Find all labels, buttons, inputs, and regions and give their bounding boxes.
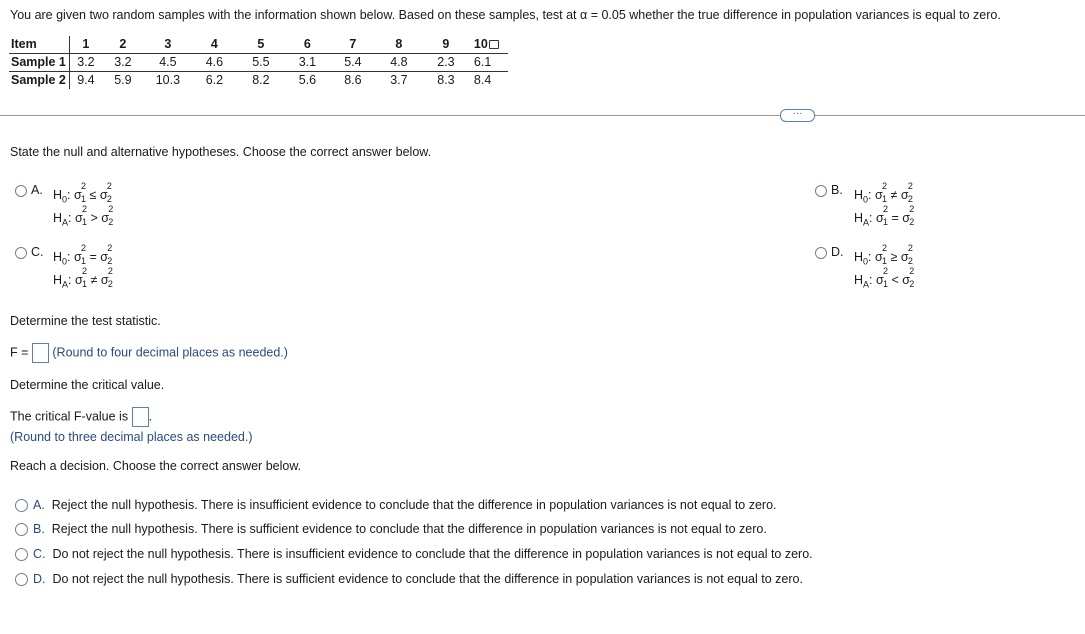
table-cell: 8.6 xyxy=(344,73,362,87)
q3-prompt: Determine the critical value. xyxy=(10,378,165,392)
item-number: 10 xyxy=(473,37,488,51)
q1-prompt: State the null and alternative hypotheses. Choose the correct answer below. xyxy=(10,145,432,159)
table-cell: 9.4 xyxy=(77,73,95,87)
q1-option-d-ha: $H_A$: σ 2 1 < σ 2 2 xyxy=(854,266,915,290)
item-number: 7 xyxy=(330,36,376,54)
item-number: 2 xyxy=(102,36,144,54)
q4-option-b-radio[interactable] xyxy=(15,523,28,536)
table-cell: 4.6 xyxy=(192,54,237,72)
copy-data-icon[interactable] xyxy=(489,40,499,49)
q1-option-d-radio[interactable] xyxy=(815,247,827,259)
item-number: 3 xyxy=(144,36,192,54)
f-statistic-input[interactable] xyxy=(32,343,49,363)
q4-option-b[interactable] xyxy=(33,522,767,536)
q4-prompt: Reach a decision. Choose the correct answer below. xyxy=(10,459,302,473)
critical-value-row xyxy=(10,407,152,427)
q4-option-a[interactable] xyxy=(33,498,777,512)
q1-option-a-h0: $H_0$: σ 2 1 ≤ σ 2 2 xyxy=(53,181,112,205)
q4-option-c-radio[interactable] xyxy=(15,548,28,561)
table-cell: 5.9 xyxy=(114,73,132,87)
q1-option-c-ha: $H_A$: σ 2 1 ≠ σ 2 2 xyxy=(53,266,113,290)
critical-value-input[interactable] xyxy=(132,407,149,427)
table-cell: 3.1 xyxy=(285,54,330,72)
more-button[interactable]: ··· xyxy=(780,109,815,122)
item-number: 5 xyxy=(237,36,285,54)
option-letter: D. xyxy=(33,572,46,586)
table-cell: 5.4 xyxy=(330,54,376,72)
option-letter: C. xyxy=(33,547,46,561)
option-letter: B. xyxy=(33,522,45,536)
q1-option-a-letter: A. xyxy=(31,183,43,197)
f-label: F = xyxy=(10,345,29,360)
item-number: 9 xyxy=(422,36,470,54)
row-label: Sample 1 xyxy=(9,54,69,72)
table-header-row xyxy=(9,36,508,54)
q4-option-d-radio[interactable] xyxy=(15,573,28,586)
item-header: Item xyxy=(9,36,69,54)
table-cell: 5.5 xyxy=(237,54,285,72)
table-cell: 4.8 xyxy=(376,54,422,72)
section-divider xyxy=(0,115,1085,116)
table-cell: 8.3 xyxy=(437,73,455,87)
critical-value-hint: (Round to three decimal places as needed.) xyxy=(10,430,253,444)
q1-option-b-h0: $H_0$: σ 2 1 ≠ σ 2 2 xyxy=(854,181,913,205)
q1-option-c-radio[interactable] xyxy=(15,247,27,259)
item-number: 6 xyxy=(285,36,330,54)
q1-option-d-h0: $H_0$: σ 2 1 ≥ σ 2 2 xyxy=(854,243,913,267)
period: . xyxy=(148,409,153,424)
item-number: 8 xyxy=(376,36,422,54)
q1-option-b-ha: $H_A$: σ 2 1 = σ 2 2 xyxy=(854,204,915,228)
f-hint: (Round to four decimal places as needed.) xyxy=(52,345,288,360)
table-cell: 10.3 xyxy=(155,73,181,87)
table-cell: 3.7 xyxy=(390,73,408,87)
critical-value-lead: The critical F-value is xyxy=(10,409,129,424)
sample-data-table xyxy=(9,36,508,89)
q4-option-a-radio[interactable] xyxy=(15,499,28,512)
table-cell: 8.4 xyxy=(473,73,492,87)
table-row xyxy=(9,54,508,72)
table-cell: 6.2 xyxy=(205,73,224,87)
q4-option-d[interactable] xyxy=(33,572,803,586)
table-cell: 4.5 xyxy=(144,54,192,72)
item-number: 4 xyxy=(192,36,237,54)
f-statistic-row xyxy=(10,343,288,363)
table-cell: 5.6 xyxy=(298,73,317,87)
row-label: Sample 2 xyxy=(9,72,69,90)
table-row xyxy=(9,72,508,90)
option-text: Do not reject the null hypothesis. There is sufficient evidence to conclude that the difference in population variances is not equal to zero. xyxy=(52,572,803,586)
item-number: 1 xyxy=(69,36,102,54)
table-cell: 8.2 xyxy=(252,73,270,87)
option-text: Reject the null hypothesis. There is sufficient evidence to conclude that the difference in population variances is not equal to zero. xyxy=(51,522,767,536)
q2-prompt: Determine the test statistic. xyxy=(10,314,161,328)
option-letter: A. xyxy=(33,498,45,512)
table-cell: 2.3 xyxy=(422,54,470,72)
option-text: Reject the null hypothesis. There is insufficient evidence to conclude that the difference in population variances is not equal to zero. xyxy=(51,498,777,512)
q1-option-c-letter: C. xyxy=(31,245,44,259)
problem-intro: You are given two random samples with the information shown below. Based on these samples, test at α = 0.05 whether the true difference in population variances is equal to zero. xyxy=(10,8,1001,22)
q1-option-a-ha: $H_A$: σ 2 1 > σ 2 2 xyxy=(53,204,114,228)
q1-option-b-radio[interactable] xyxy=(815,185,827,197)
q1-option-d-letter: D. xyxy=(831,245,844,259)
q1-option-c-h0: $H_0$: σ 2 1 = σ 2 2 xyxy=(53,243,113,267)
q1-option-b-letter: B. xyxy=(831,183,843,197)
table-cell: 3.2 xyxy=(102,54,144,72)
q4-option-c[interactable] xyxy=(33,547,813,561)
option-text: Do not reject the null hypothesis. There is insufficient evidence to conclude that the difference in population variances is not equal to zero. xyxy=(52,547,813,561)
table-cell: 3.2 xyxy=(69,54,102,72)
q1-option-a-radio[interactable] xyxy=(15,185,27,197)
table-cell: 6.1 xyxy=(470,54,508,72)
